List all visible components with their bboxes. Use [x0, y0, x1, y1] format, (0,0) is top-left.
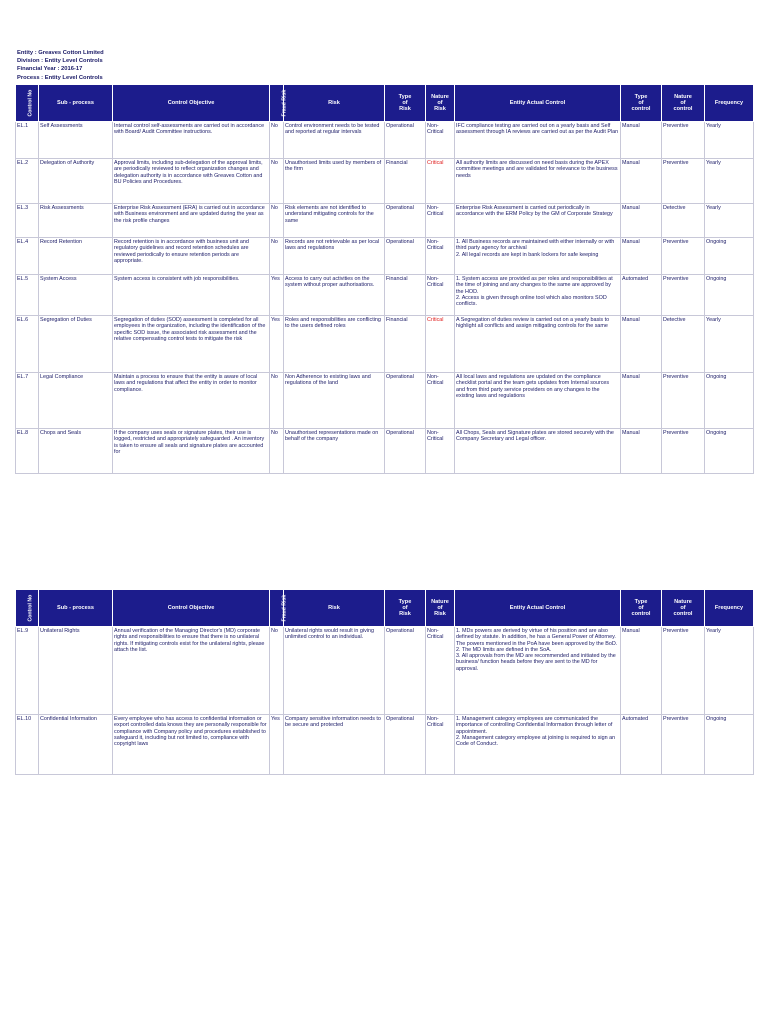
nature-of-control-cell: Detective [662, 316, 705, 373]
col-nature-of-control: Nature of control [662, 590, 705, 627]
type-of-control-cell: Automated [621, 715, 662, 775]
entity-actual-control-cell: 1. MDs powers are derived by virtue of his position and are also defined by statute. In addition, he has a General Power of Attorney. The powers mentioned in the PoA have been approved by the BoD. 2. The MD limits are defined in the SoA. 3. All approvals from the MD are recommended and initiated by the business/ function heads before they are sent to the MD for approval. [455, 627, 621, 715]
sub-process-cell: Confidential Information [39, 715, 113, 775]
control-no-cell: EL.2 [16, 159, 39, 204]
control-no-cell: EL.6 [16, 316, 39, 373]
control-objective-cell: Maintain a process to ensure that the entity is aware of local laws and regulations that affect the entity in order to monitor compliance. [113, 373, 270, 429]
risk-cell: Roles and responsibilities are conflicting to the users defined roles [284, 316, 385, 373]
table-row [16, 627, 754, 715]
table-row [16, 373, 754, 429]
col-frequency: Frequency [705, 590, 754, 627]
col-fraud-risk: Fraud Risk [270, 590, 284, 627]
financial-year-line: Financial Year : 2016-17 [17, 66, 83, 73]
sub-process-cell: Risk Assessments [39, 204, 113, 238]
sub-process-cell: Legal Compliance [39, 373, 113, 429]
col-control-objective: Control Objective [113, 85, 270, 122]
risk-cell: Unauthorised limits used by members of the firm [284, 159, 385, 204]
type-of-risk-cell: Operational [385, 627, 426, 715]
risk-cell: Control environment needs to be tested and reported at regular intervals [284, 122, 385, 159]
table-1-body [16, 122, 754, 474]
type-of-control-cell: Manual [621, 429, 662, 474]
table-row [16, 275, 754, 316]
control-no-cell: EL.8 [16, 429, 39, 474]
control-objective-cell: Record retention is in accordance with business unit and regulatory guidelines and record retention schedules are reviewed periodically to ensure retention periods are appropriate. [113, 238, 270, 275]
type-of-control-cell: Manual [621, 122, 662, 159]
control-no-cell: EL.1 [16, 122, 39, 159]
control-objective-cell: Enterprise Risk Assessment (ERA) is carried out in accordance with Business environment and are updated during the year as the risk profile changes [113, 204, 270, 238]
col-nature-of-risk: Nature of Risk [426, 590, 455, 627]
sub-process-cell: Record Retention [39, 238, 113, 275]
col-nature-of-control: Nature of control [662, 85, 705, 122]
type-of-risk-cell: Financial [385, 159, 426, 204]
entity-line: Entity : Greaves Cotton Limited [17, 50, 104, 56]
type-of-control-cell: Manual [621, 159, 662, 204]
table-row [16, 429, 754, 474]
col-sub-process: Sub - process [39, 590, 113, 627]
nature-of-risk-cell: Critical [426, 159, 455, 204]
process-line: Process : Entity Level Controls [17, 74, 103, 81]
type-of-risk-cell: Operational [385, 238, 426, 275]
fraud-risk-cell: No [270, 204, 284, 238]
control-no-cell: EL.4 [16, 238, 39, 275]
fraud-risk-cell: No [270, 373, 284, 429]
nature-of-risk-cell: Non-Critical [426, 204, 455, 238]
risk-cell: Unilateral rights would result in giving unlimited control to an individual. [284, 627, 385, 715]
col-risk: Risk [284, 590, 385, 627]
nature-of-control-cell: Detective [662, 204, 705, 238]
sub-process-cell: System Access [39, 275, 113, 316]
risk-cell: Access to carry out activities on the system without proper authorisations. [284, 275, 385, 316]
entity-actual-control-cell: Enterprise Risk Assessment is carried out periodically in accordance with the ERM Policy by the GM of Corporate Strategy [455, 204, 621, 238]
frequency-cell: Yearly [705, 316, 754, 373]
fraud-risk-cell: Yes [270, 275, 284, 316]
col-entity-actual-control: Entity Actual Control [455, 85, 621, 122]
risk-cell: Risk elements are not identified to understand mitigating controls for the same [284, 204, 385, 238]
entity-actual-control-cell: A Segregation of duties review is carried out on a yearly basis to highlight all conflicts and assign mitigating controls for the same [455, 316, 621, 373]
controls-table-2 [15, 589, 754, 775]
col-control-objective: Control Objective [113, 590, 270, 627]
type-of-risk-cell: Operational [385, 373, 426, 429]
table-row [16, 122, 754, 159]
table-row [16, 238, 754, 275]
fraud-risk-cell: No [270, 159, 284, 204]
nature-of-risk-cell: Non-Critical [426, 238, 455, 275]
controls-table-1 [15, 84, 754, 474]
frequency-cell: Yearly [705, 122, 754, 159]
fraud-risk-cell: No [270, 627, 284, 715]
entity-actual-control-cell: 1. Management category employees are communicated the importance of controlling Confidential Information through letter of appointment. 2. Management category employee at joining is required to sign an Code of Conduct. [455, 715, 621, 775]
col-control-no: Control No [16, 590, 39, 627]
type-of-risk-cell: Operational [385, 715, 426, 775]
nature-of-risk-cell: Critical [426, 316, 455, 373]
fraud-risk-cell: Yes [270, 316, 284, 373]
col-risk: Risk [284, 85, 385, 122]
control-objective-cell: Internal control self-assessments are carried out in accordance with Board/ Audit Committee instructions. [113, 122, 270, 159]
nature-of-risk-cell: Non-Critical [426, 373, 455, 429]
table-2-body [16, 627, 754, 775]
control-objective-cell: System access is consistent with job responsibilities. [113, 275, 270, 316]
sub-process-cell: Segregation of Duties [39, 316, 113, 373]
document-header [17, 49, 104, 82]
risk-cell: Non Adherence to existing laws and regulations of the land [284, 373, 385, 429]
frequency-cell: Yearly [705, 159, 754, 204]
control-no-cell: EL.5 [16, 275, 39, 316]
fraud-risk-cell: No [270, 429, 284, 474]
control-objective-cell: Approval limits, including sub-delegation of the approval limits, are periodically reviewed to reflect organization changes and delegation authority is in accordance with Greaves Cotton and BU Policies and Procedures. [113, 159, 270, 204]
entity-actual-control-cell: All authority limits are discussed on need basis during the APEX committee meetings and are validated for relevance to the business needs [455, 159, 621, 204]
nature-of-risk-cell: Non-Critical [426, 122, 455, 159]
entity-actual-control-cell: 1. System access are provided as per roles and responsibilities at the time of joining and any changes to the same are approved by the HOD. 2. Access is given through online tool which also monitors SOD conflicts. [455, 275, 621, 316]
risk-cell: Company sensitive information needs to be secure and protected [284, 715, 385, 775]
type-of-control-cell: Manual [621, 316, 662, 373]
type-of-control-cell: Manual [621, 204, 662, 238]
type-of-risk-cell: Operational [385, 204, 426, 238]
type-of-control-cell: Manual [621, 238, 662, 275]
type-of-risk-cell: Operational [385, 122, 426, 159]
frequency-cell: Ongoing [705, 715, 754, 775]
type-of-risk-cell: Financial [385, 275, 426, 316]
entity-actual-control-cell: All local laws and regulations are updated on the compliance checklist portal and the team gets updates from Internal sources and from third party service providers on any changes to the existing laws and regulations [455, 373, 621, 429]
table-header-row [16, 85, 754, 122]
nature-of-risk-cell: Non-Critical [426, 275, 455, 316]
entity-actual-control-cell: All Chops, Seals and Signature plates are stored securely with the Company Secretary and Legal officer. [455, 429, 621, 474]
col-fraud-risk: Fraud Risk [270, 85, 284, 122]
table-row [16, 715, 754, 775]
nature-of-control-cell: Preventive [662, 122, 705, 159]
type-of-control-cell: Automated [621, 275, 662, 316]
fraud-risk-cell: No [270, 238, 284, 275]
division-line: Division : Entity Level Controls [17, 58, 103, 65]
nature-of-control-cell: Preventive [662, 238, 705, 275]
nature-of-risk-cell: Non-Critical [426, 429, 455, 474]
control-objective-cell: Every employee who has access to confidential information or export controlled data knows they are personally responsible for compliance with Company policy and procedures established to safeguard it, including but not limited to, compliance with copyright laws [113, 715, 270, 775]
nature-of-control-cell: Preventive [662, 159, 705, 204]
sub-process-cell: Unilateral Rights [39, 627, 113, 715]
table-row [16, 316, 754, 373]
control-objective-cell: If the company uses seals or signature plates, their use is logged, restricted and appropriately safeguarded . An inventory is taken to ensure all seals and signature plates are accounted for [113, 429, 270, 474]
table-row [16, 204, 754, 238]
sub-process-cell: Self Assessments [39, 122, 113, 159]
frequency-cell: Yearly [705, 204, 754, 238]
col-type-of-control: Type of control [621, 590, 662, 627]
col-entity-actual-control: Entity Actual Control [455, 590, 621, 627]
frequency-cell: Ongoing [705, 238, 754, 275]
control-objective-cell: Segregation of duties (SOD) assessment is completed for all employees in the organization, including the identification of the specific SOD issue, the associated risk assessment and the relative compensating control tests to mitigate the risk [113, 316, 270, 373]
col-type-of-risk: Type of Risk [385, 590, 426, 627]
type-of-risk-cell: Financial [385, 316, 426, 373]
nature-of-control-cell: Preventive [662, 275, 705, 316]
fraud-risk-cell: Yes [270, 715, 284, 775]
type-of-risk-cell: Operational [385, 429, 426, 474]
sub-process-cell: Delegation of Authority [39, 159, 113, 204]
frequency-cell: Ongoing [705, 429, 754, 474]
control-no-cell: EL.7 [16, 373, 39, 429]
fraud-risk-cell: No [270, 122, 284, 159]
col-nature-of-risk: Nature of Risk [426, 85, 455, 122]
frequency-cell: Yearly [705, 627, 754, 715]
type-of-control-cell: Manual [621, 373, 662, 429]
nature-of-control-cell: Preventive [662, 373, 705, 429]
nature-of-control-cell: Preventive [662, 627, 705, 715]
nature-of-control-cell: Preventive [662, 715, 705, 775]
entity-actual-control-cell: IFC compliance testing are carried out on a yearly basis and Self assessment through IA reviews are carried out as per the Audit Plan [455, 122, 621, 159]
sub-process-cell: Chops and Seals [39, 429, 113, 474]
risk-cell: Records are not retrievable as per local laws and regulations [284, 238, 385, 275]
col-frequency: Frequency [705, 85, 754, 122]
nature-of-risk-cell: Non-Critical [426, 627, 455, 715]
col-type-of-control: Type of control [621, 85, 662, 122]
frequency-cell: Ongoing [705, 373, 754, 429]
control-no-cell: EL.3 [16, 204, 39, 238]
col-control-no: Control No [16, 85, 39, 122]
table-row [16, 159, 754, 204]
control-no-cell: EL.9 [16, 627, 39, 715]
nature-of-control-cell: Preventive [662, 429, 705, 474]
frequency-cell: Ongoing [705, 275, 754, 316]
col-sub-process: Sub - process [39, 85, 113, 122]
control-no-cell: EL.10 [16, 715, 39, 775]
control-objective-cell: Annual verification of the Managing Director's (MD) corporate rights and responsibilities to ensure that there is no unilateral rights. If mitigating controls exist for the unilateral rights, please attach the list. [113, 627, 270, 715]
col-type-of-risk: Type of Risk [385, 85, 426, 122]
type-of-control-cell: Manual [621, 627, 662, 715]
entity-actual-control-cell: 1. All Business records are maintained with either internally or with third party agency for archival 2. All legal records are kept in bank lockers for safe keeping [455, 238, 621, 275]
table-header-row [16, 590, 754, 627]
risk-cell: Unauthorised representations made on behalf of the company [284, 429, 385, 474]
nature-of-risk-cell: Non-Critical [426, 715, 455, 775]
